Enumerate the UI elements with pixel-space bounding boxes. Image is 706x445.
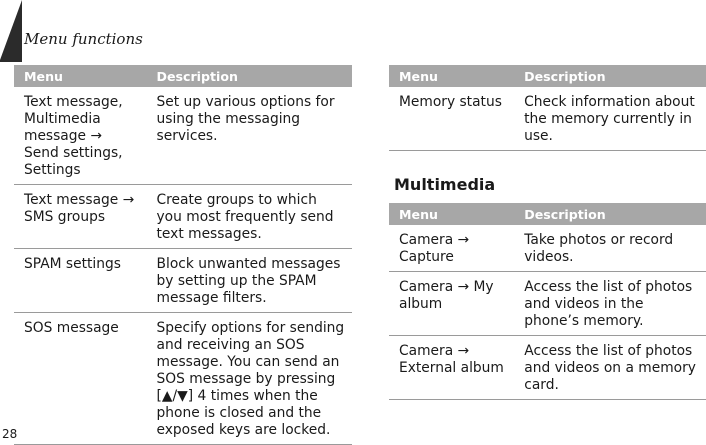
- table-row: [14, 313, 352, 445]
- menu-cell: Camera → Capture: [389, 225, 514, 272]
- column-header-menu: Menu: [14, 65, 147, 87]
- menu-cell: Camera → My album: [389, 272, 514, 336]
- menu-cell: Text message, Multimedia message → Send settings, Settings: [14, 87, 147, 185]
- menu-cell: SOS message: [14, 313, 147, 445]
- table-row: [389, 336, 706, 400]
- description-cell: Block unwanted messages by setting up the SPAM message filters.: [147, 249, 352, 313]
- table-row: [389, 272, 706, 336]
- menu-cell: Memory status: [389, 87, 514, 151]
- description-cell: Specify options for sending and receiving an SOS message. You can send an SOS message by pressing [▲/▼] 4 times when the phone is closed and the exposed keys are locked.: [147, 313, 352, 445]
- description-cell: Set up various options for using the messaging services.: [147, 87, 352, 185]
- menu-cell: Text message → SMS groups: [14, 185, 147, 249]
- table-row: [14, 249, 352, 313]
- multimedia-menu-table: [389, 203, 706, 400]
- menu-cell: Camera → External album: [389, 336, 514, 400]
- table-row: [14, 87, 352, 185]
- description-cell: Access the list of photos and videos in the phone’s memory.: [514, 272, 706, 336]
- column-header-description: Description: [514, 65, 706, 87]
- section-heading: Multimedia: [394, 175, 496, 194]
- column-header-menu: Menu: [389, 65, 514, 87]
- column-header-description: Description: [514, 203, 706, 225]
- menu-cell: SPAM settings: [14, 249, 147, 313]
- column-header-description: Description: [147, 65, 352, 87]
- description-cell: Create groups to which you most frequently send text messages.: [147, 185, 352, 249]
- description-cell: Check information about the memory currently in use.: [514, 87, 706, 151]
- description-cell: Take photos or record videos.: [514, 225, 706, 272]
- corner-decoration: [0, 0, 22, 62]
- page-header-title: Menu functions: [24, 30, 143, 48]
- column-header-menu: Menu: [389, 203, 514, 225]
- description-cell: Access the list of photos and videos on a memory card.: [514, 336, 706, 400]
- page-number: 28: [2, 427, 18, 441]
- table-row: [389, 225, 706, 272]
- table-row: [389, 87, 706, 151]
- memory-menu-table: [389, 65, 706, 151]
- messaging-menu-table: [14, 65, 352, 445]
- table-row: [14, 185, 352, 249]
